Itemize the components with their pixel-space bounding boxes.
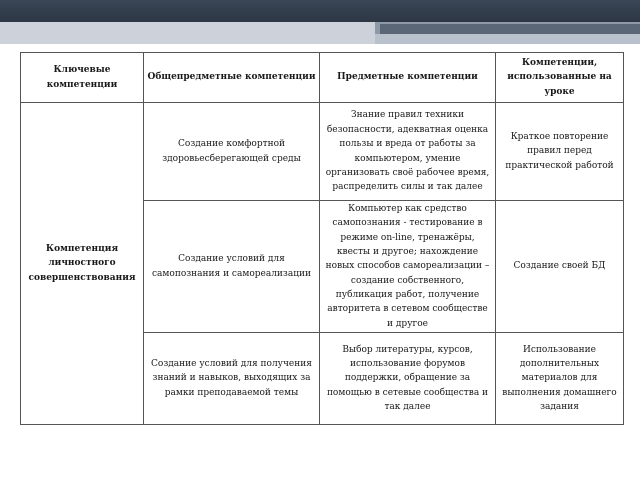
header-subject-competencies: Предметные компетенции <box>320 53 496 103</box>
key-competence-cell: Компетенция личностного совершенствования <box>21 103 144 425</box>
used-cell: Создание своей БД <box>496 201 624 333</box>
subject-cell: Компьютер как средство самопознания - тестирование в режиме on-line, тренажёры, квесты и другое; нахождение новых способов самореализации – создание собственного, публикация работ, получение авторитета в сетевом сообществе и другое <box>320 201 496 333</box>
table-header-row <box>21 53 624 103</box>
subject-cell: Знание правил техники безопасности, адекватная оценка пользы и вреда от работы за компьютером, умение организовать своё рабочее время, распределить силы и так далее <box>320 103 496 201</box>
subject-cell: Выбор литературы, курсов, использование форумов поддержки, обращение за помощью в сетевые сообщества и так далее <box>320 333 496 425</box>
accent-segment-pale <box>375 34 640 44</box>
header-used-competencies: Компетенции, использованные на уроке <box>496 53 624 103</box>
slide-accent-strip <box>0 22 640 44</box>
header-key-competencies: Ключевые компетенции <box>21 53 144 103</box>
accent-segment-light <box>0 22 375 44</box>
header-general-competencies: Общепредметные компетенции <box>144 53 320 103</box>
slide-header-bar <box>0 0 640 22</box>
table-row <box>21 103 624 201</box>
general-cell: Создание комфортной здоровьесберегающей среды <box>144 103 320 201</box>
general-cell: Создание условий для самопознания и самореализации <box>144 201 320 333</box>
accent-segment-dark <box>380 24 640 34</box>
used-cell: Краткое повторение правил перед практической работой <box>496 103 624 201</box>
competencies-table <box>20 52 624 425</box>
used-cell: Использование дополнительных материалов для выполнения домашнего задания <box>496 333 624 425</box>
general-cell: Создание условий для получения знаний и навыков, выходящих за рамки преподаваемой темы <box>144 333 320 425</box>
